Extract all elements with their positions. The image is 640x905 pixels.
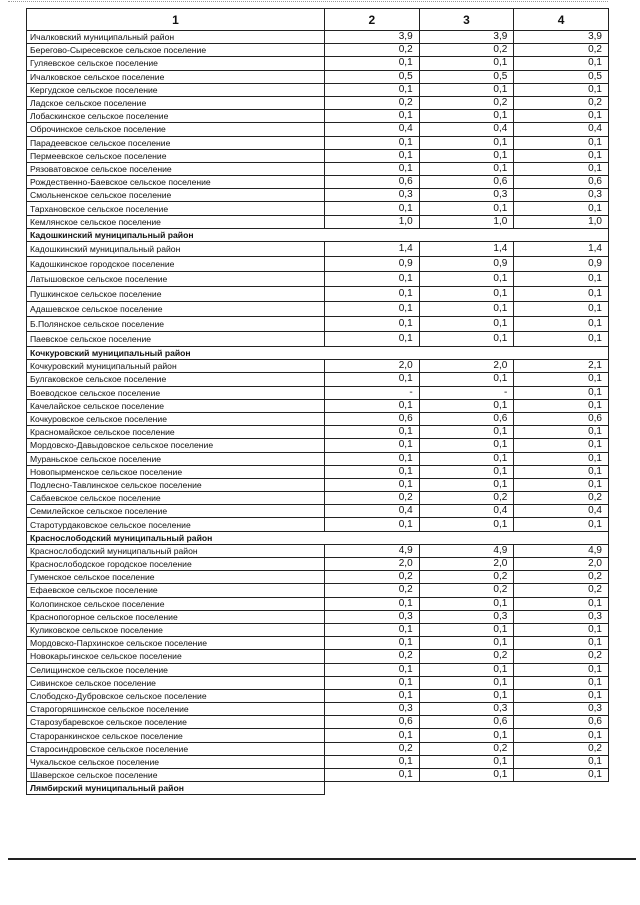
value-col-3: 0,1 [419, 202, 514, 215]
value-col-4: 0,1 [514, 518, 609, 531]
district-header-row [27, 782, 609, 795]
municipality-name: Кемлянское сельское поселение [27, 215, 325, 228]
municipality-name: Старосиндровское сельское поселение [27, 742, 325, 755]
value-col-3: 3,9 [419, 31, 514, 44]
value-col-3: - [419, 386, 514, 399]
table-row [27, 742, 609, 755]
table-row [27, 729, 609, 742]
table-row [27, 287, 609, 302]
value-col-4: 0,1 [514, 465, 609, 478]
value-col-2: 2,0 [325, 360, 420, 373]
value-col-2: 0,4 [325, 123, 420, 136]
table-row [27, 584, 609, 597]
municipality-name: Старотурдаковское сельское поселение [27, 518, 325, 531]
municipality-name: Сабаевское сельское поселение [27, 492, 325, 505]
value-col-2: 4,9 [325, 544, 420, 557]
table-row [27, 518, 609, 531]
value-col-4: 1,4 [514, 242, 609, 257]
municipality-name: Старогоряшинское сельское поселение [27, 703, 325, 716]
table-row [27, 360, 609, 373]
value-col-3: 0,2 [419, 650, 514, 663]
table-row [27, 272, 609, 287]
value-col-4: 0,1 [514, 729, 609, 742]
value-col-2: 0,1 [325, 597, 420, 610]
municipality-name: Слободско-Дубровское сельское поселение [27, 689, 325, 702]
value-col-3: 0,1 [419, 110, 514, 123]
value-col-3: 4,9 [419, 544, 514, 557]
municipality-name: Сивинское сельское поселение [27, 676, 325, 689]
value-col-4: 0,1 [514, 136, 609, 149]
value-col-2: 0,1 [325, 426, 420, 439]
table-row [27, 215, 609, 228]
value-col-3: 0,4 [419, 505, 514, 518]
value-col-3: 0,1 [419, 373, 514, 386]
table-row [27, 83, 609, 96]
value-col-2: 0,3 [325, 610, 420, 623]
value-col-2: 0,9 [325, 257, 420, 272]
value-col-3: 0,1 [419, 162, 514, 175]
value-col-3: 2,0 [419, 360, 514, 373]
municipality-name: Рязоватовское сельское поселение [27, 162, 325, 175]
value-col-2: 0,3 [325, 189, 420, 202]
table-row [27, 176, 609, 189]
value-col-4: 0,3 [514, 703, 609, 716]
municipality-name: Краснослободский муниципальный район [27, 544, 325, 557]
table-row [27, 412, 609, 425]
value-col-3: 0,5 [419, 70, 514, 83]
value-col-2: 0,1 [325, 623, 420, 636]
value-col-2: 0,2 [325, 742, 420, 755]
value-col-4: 0,1 [514, 110, 609, 123]
table-row [27, 202, 609, 215]
table-row [27, 439, 609, 452]
table-row [27, 637, 609, 650]
value-col-3: 0,1 [419, 663, 514, 676]
table-row [27, 426, 609, 439]
value-col-4: 2,1 [514, 360, 609, 373]
value-col-3: 0,2 [419, 44, 514, 57]
table-row [27, 544, 609, 557]
value-col-2: 0,6 [325, 412, 420, 425]
table-row [27, 505, 609, 518]
table-row [27, 769, 609, 782]
value-col-3: 0,1 [419, 439, 514, 452]
municipality-name: Ичалковское сельское поселение [27, 70, 325, 83]
value-col-3: 1,4 [419, 242, 514, 257]
municipality-name: Чукальское сельское поселение [27, 755, 325, 768]
municipality-name: Латышовское сельское поселение [27, 272, 325, 287]
district-header-row [27, 228, 609, 241]
table-row [27, 44, 609, 57]
table-row [27, 302, 609, 317]
value-col-2: 0,1 [325, 399, 420, 412]
municipality-name: Старозубаревское сельское поселение [27, 716, 325, 729]
header-col-2: 2 [325, 9, 420, 31]
value-col-4: 0,1 [514, 676, 609, 689]
value-col-4: 0,2 [514, 571, 609, 584]
table-row [27, 610, 609, 623]
district-name: Лямбирский муниципальный район [27, 782, 325, 795]
header-col-1: 1 [27, 9, 325, 31]
value-col-4: 0,2 [514, 96, 609, 109]
value-col-3: 0,1 [419, 83, 514, 96]
value-col-2: 3,9 [325, 31, 420, 44]
value-col-3: 0,1 [419, 637, 514, 650]
value-col-2: 0,1 [325, 162, 420, 175]
table-row [27, 663, 609, 676]
value-col-3: 0,2 [419, 96, 514, 109]
value-col-2: 0,1 [325, 202, 420, 215]
value-col-4: 0,4 [514, 505, 609, 518]
budget-table [26, 8, 609, 795]
value-col-4: 0,9 [514, 257, 609, 272]
table-row [27, 492, 609, 505]
municipality-name: Рождественно-Баевское сельское поселение [27, 176, 325, 189]
municipality-name: Оброчинское сельское поселение [27, 123, 325, 136]
table-row [27, 676, 609, 689]
value-col-2: 0,1 [325, 518, 420, 531]
municipality-name: Гуменское сельское поселение [27, 571, 325, 584]
value-col-4: 0,1 [514, 597, 609, 610]
value-col-4: 0,1 [514, 663, 609, 676]
value-col-4: 0,1 [514, 452, 609, 465]
table-row [27, 257, 609, 272]
value-col-2: 2,0 [325, 558, 420, 571]
value-col-2: 0,1 [325, 729, 420, 742]
value-col-4: 0,2 [514, 492, 609, 505]
value-col-3: 0,1 [419, 478, 514, 491]
value-col-2: 0,1 [325, 676, 420, 689]
table-row [27, 703, 609, 716]
value-col-4: 0,1 [514, 373, 609, 386]
municipality-name: Шаверское сельское поселение [27, 769, 325, 782]
value-col-2: 0,5 [325, 70, 420, 83]
value-col-4: 1,0 [514, 215, 609, 228]
municipality-name: Подлесно-Тавлинское сельское поселение [27, 478, 325, 491]
table-row [27, 571, 609, 584]
value-col-2: 0,1 [325, 452, 420, 465]
district-name: Кадошкинский муниципальный район [27, 228, 609, 241]
municipality-name: Куликовское сельское поселение [27, 623, 325, 636]
value-col-2: 0,2 [325, 650, 420, 663]
value-col-3: 0,1 [419, 465, 514, 478]
value-col-4: 0,1 [514, 478, 609, 491]
value-col-2: 0,1 [325, 317, 420, 332]
value-col-3: 0,6 [419, 176, 514, 189]
bottom-rule [8, 858, 636, 860]
district-name: Кочкуровский муниципальный район [27, 347, 609, 360]
municipality-name: Мордовско-Пархинское сельское поселение [27, 637, 325, 650]
value-col-3: 0,2 [419, 584, 514, 597]
value-col-3: 0,1 [419, 769, 514, 782]
value-col-2: 1,0 [325, 215, 420, 228]
district-name: Краснослободский муниципальный район [27, 531, 609, 544]
municipality-name: Новокарьгинское сельское поселение [27, 650, 325, 663]
value-col-4: 0,1 [514, 332, 609, 347]
value-col-4: 0,1 [514, 426, 609, 439]
table-row [27, 149, 609, 162]
table-row [27, 110, 609, 123]
municipality-name: Адашевское сельское поселение [27, 302, 325, 317]
value-col-3: 0,1 [419, 287, 514, 302]
value-col-4: 0,1 [514, 287, 609, 302]
value-col-2: 0,4 [325, 505, 420, 518]
value-col-2: 0,1 [325, 57, 420, 70]
municipality-name: Берегово-Сыресевское сельское поселение [27, 44, 325, 57]
value-col-2: 0,1 [325, 110, 420, 123]
municipality-name: Мураньское сельское поселение [27, 452, 325, 465]
value-col-4: 0,1 [514, 149, 609, 162]
table-row [27, 57, 609, 70]
value-col-4: 0,4 [514, 123, 609, 136]
municipality-name: Кочкуровское сельское поселение [27, 412, 325, 425]
municipality-name: Краснопогорное сельское поселение [27, 610, 325, 623]
value-col-4: 0,1 [514, 57, 609, 70]
value-col-4: 0,1 [514, 769, 609, 782]
value-col-4: 0,6 [514, 412, 609, 425]
value-col-2: 0,1 [325, 83, 420, 96]
municipality-name: Красномайское сельское поселение [27, 426, 325, 439]
value-col-2: 0,2 [325, 571, 420, 584]
table-row [27, 650, 609, 663]
municipality-name: Кадошкинский муниципальный район [27, 242, 325, 257]
value-col-4: 0,1 [514, 317, 609, 332]
value-col-3: 0,1 [419, 623, 514, 636]
value-col-3: 0,1 [419, 136, 514, 149]
value-col-4: 0,1 [514, 755, 609, 768]
municipality-name: Селищинское сельское поселение [27, 663, 325, 676]
value-col-3: 0,1 [419, 272, 514, 287]
value-col-3: 0,1 [419, 689, 514, 702]
value-col-2: 0,1 [325, 149, 420, 162]
municipality-name: Ладское сельское поселение [27, 96, 325, 109]
value-col-4: 0,2 [514, 584, 609, 597]
value-col-4: 0,1 [514, 386, 609, 399]
value-col-3: 0,1 [419, 426, 514, 439]
value-col-4: 0,1 [514, 637, 609, 650]
value-col-4: 0,1 [514, 83, 609, 96]
value-col-4: 0,5 [514, 70, 609, 83]
table-row [27, 465, 609, 478]
municipality-name: Ефаевское сельское поселение [27, 584, 325, 597]
table-row [27, 716, 609, 729]
municipality-name: Тархановское сельское поселение [27, 202, 325, 215]
header-row [27, 9, 609, 31]
value-col-3: 0,1 [419, 597, 514, 610]
value-col-4: 0,1 [514, 439, 609, 452]
value-col-3: 0,1 [419, 729, 514, 742]
value-col-2: 0,6 [325, 176, 420, 189]
value-col-3: 0,3 [419, 610, 514, 623]
table-row [27, 373, 609, 386]
value-col-3: 2,0 [419, 558, 514, 571]
table-row [27, 70, 609, 83]
value-col-4: 0,1 [514, 689, 609, 702]
value-col-2: 0,1 [325, 272, 420, 287]
municipality-name: Кадошкинское городское поселение [27, 257, 325, 272]
value-col-3: 0,2 [419, 571, 514, 584]
table-row [27, 136, 609, 149]
table-row [27, 332, 609, 347]
table-row [27, 242, 609, 257]
value-col-3: 0,6 [419, 716, 514, 729]
value-col-3: 0,4 [419, 123, 514, 136]
value-col-3: 0,1 [419, 332, 514, 347]
value-col-3: 0,1 [419, 755, 514, 768]
district-header-row [27, 347, 609, 360]
value-col-3: 0,1 [419, 149, 514, 162]
value-col-2: 0,1 [325, 136, 420, 149]
value-col-4: 0,1 [514, 202, 609, 215]
value-col-3: 1,0 [419, 215, 514, 228]
value-col-4: 0,3 [514, 189, 609, 202]
value-col-3: 0,1 [419, 57, 514, 70]
value-col-3: 0,2 [419, 492, 514, 505]
municipality-name: Колопинское сельское поселение [27, 597, 325, 610]
value-col-4: 0,2 [514, 650, 609, 663]
value-col-2: 0,2 [325, 492, 420, 505]
value-col-2: - [325, 386, 420, 399]
value-col-4: 0,6 [514, 716, 609, 729]
value-col-4: 0,1 [514, 623, 609, 636]
table-row [27, 189, 609, 202]
value-col-4: 4,9 [514, 544, 609, 557]
municipality-name: Булгаковское сельское поселение [27, 373, 325, 386]
value-col-2: 0,1 [325, 755, 420, 768]
value-col-4: 3,9 [514, 31, 609, 44]
value-col-3: 0,3 [419, 703, 514, 716]
empty-cell [325, 782, 609, 795]
table-row [27, 478, 609, 491]
value-col-4: 0,1 [514, 162, 609, 175]
table-row [27, 399, 609, 412]
value-col-2: 0,1 [325, 302, 420, 317]
value-col-3: 0,6 [419, 412, 514, 425]
district-header-row [27, 531, 609, 544]
table-row [27, 162, 609, 175]
value-col-2: 0,2 [325, 96, 420, 109]
value-col-4: 0,1 [514, 302, 609, 317]
table-row [27, 31, 609, 44]
municipality-name: Кергудское сельское поселение [27, 83, 325, 96]
value-col-3: 0,1 [419, 518, 514, 531]
header-col-4: 4 [514, 9, 609, 31]
value-col-4: 0,2 [514, 44, 609, 57]
municipality-name: Пушкинское сельское поселение [27, 287, 325, 302]
value-col-3: 0,1 [419, 302, 514, 317]
table-row [27, 452, 609, 465]
municipality-name: Воеводское сельское поселение [27, 386, 325, 399]
municipality-name: Качелайское сельское поселение [27, 399, 325, 412]
value-col-3: 0,3 [419, 189, 514, 202]
value-col-2: 0,2 [325, 44, 420, 57]
municipality-name: Семилейское сельское поселение [27, 505, 325, 518]
value-col-4: 0,3 [514, 610, 609, 623]
table-body [27, 31, 609, 795]
value-col-2: 0,1 [325, 332, 420, 347]
municipality-name: Смольненское сельское поселение [27, 189, 325, 202]
value-col-3: 0,1 [419, 317, 514, 332]
table-row [27, 597, 609, 610]
value-col-2: 0,1 [325, 439, 420, 452]
value-col-4: 0,1 [514, 272, 609, 287]
value-col-3: 0,1 [419, 676, 514, 689]
municipality-name: Ичалковский муниципальный район [27, 31, 325, 44]
value-col-2: 1,4 [325, 242, 420, 257]
table-row [27, 623, 609, 636]
value-col-4: 0,1 [514, 399, 609, 412]
value-col-4: 0,2 [514, 742, 609, 755]
table-row [27, 558, 609, 571]
municipality-name: Мордовско-Давыдовское сельское поселение [27, 439, 325, 452]
table-row [27, 386, 609, 399]
municipality-name: Лобаскинское сельское поселение [27, 110, 325, 123]
table-row [27, 317, 609, 332]
value-col-3: 0,1 [419, 452, 514, 465]
value-col-2: 0,1 [325, 465, 420, 478]
table-row [27, 689, 609, 702]
value-col-2: 0,1 [325, 769, 420, 782]
value-col-2: 0,1 [325, 663, 420, 676]
value-col-2: 0,1 [325, 478, 420, 491]
value-col-4: 2,0 [514, 558, 609, 571]
municipality-name: Пермеевское сельское поселение [27, 149, 325, 162]
value-col-3: 0,9 [419, 257, 514, 272]
municipality-name: Новопырменское сельское поселение [27, 465, 325, 478]
value-col-4: 0,6 [514, 176, 609, 189]
value-col-3: 0,2 [419, 742, 514, 755]
municipality-name: Кочкуровский муниципальный район [27, 360, 325, 373]
value-col-2: 0,2 [325, 584, 420, 597]
top-rule [8, 1, 608, 2]
value-col-2: 0,3 [325, 703, 420, 716]
value-col-2: 0,6 [325, 716, 420, 729]
municipality-name: Парадеевское сельское поселение [27, 136, 325, 149]
municipality-name: Староранкинское сельское поселение [27, 729, 325, 742]
municipality-name: Паевское сельское поселение [27, 332, 325, 347]
value-col-2: 0,1 [325, 373, 420, 386]
value-col-2: 0,1 [325, 287, 420, 302]
table-row [27, 123, 609, 136]
table-row [27, 96, 609, 109]
municipality-name: Гуляевское сельское поселение [27, 57, 325, 70]
municipality-name: Б.Полянское сельское поселение [27, 317, 325, 332]
value-col-3: 0,1 [419, 399, 514, 412]
header-col-3: 3 [419, 9, 514, 31]
value-col-2: 0,1 [325, 637, 420, 650]
municipality-name: Краснослободское городское поселение [27, 558, 325, 571]
table-row [27, 755, 609, 768]
value-col-2: 0,1 [325, 689, 420, 702]
